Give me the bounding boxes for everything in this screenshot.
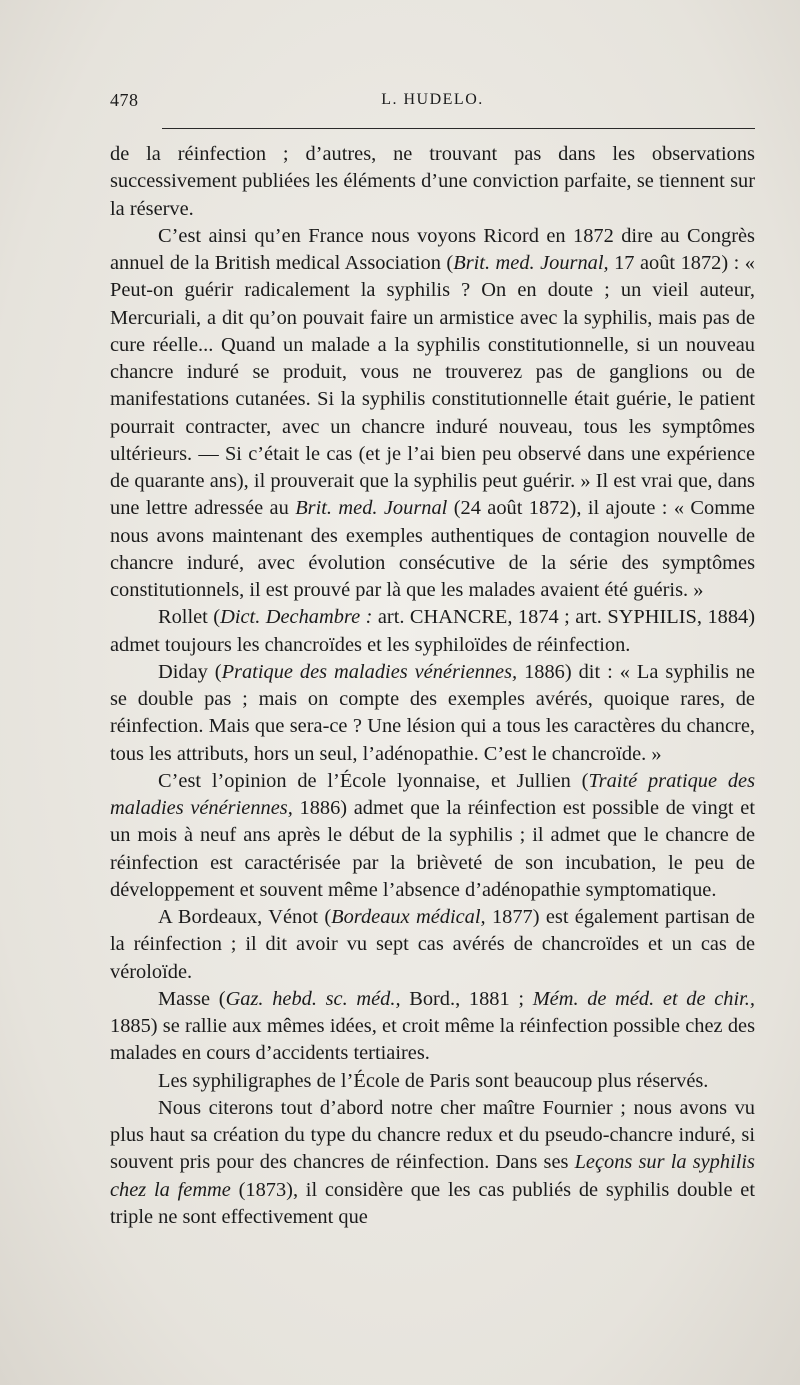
text-run: 1886) dit : « La syphilis ne se double pas ; mais on compte des exemples avérés, quoique rares, de réinfection. Mais que sera-ce ? Une lésion qui a tous les caractères du chancre, tous les attributs, hors un seul, l’adénopathie. C’est le chancroïde. » [110, 660, 755, 765]
running-head: L. HUDELO. [381, 91, 484, 108]
page-number: 478 [110, 90, 139, 110]
text-run: (24 août 1872), il ajoute : « Comme nous avons maintenant des exemples authentiques de contagion nouvelle de chancre induré, avec évolution consécutive de la série des symptômes constitutionnels, il est prouvé par là que les malades avaient été guéris. » [110, 497, 755, 601]
text-run: C’est l’opinion de l’École lyonnaise, et Jullien ( [158, 769, 589, 792]
text-run: (1873), il considère que les cas publiés de syphilis double et triple ne sont effectivement que [110, 1178, 755, 1228]
text-run: Les syphiligraphes de l’École de Paris sont beaucoup plus réservés. [158, 1069, 709, 1092]
paragraph-p1 [110, 141, 755, 223]
italic-citation: Traité pratique des maladies vénériennes, [110, 769, 755, 819]
paragraph-p6 [110, 904, 755, 986]
italic-citation: Gaz. hebd. sc. méd., [225, 987, 401, 1010]
italic-citation: Dict. Dechambre : [220, 606, 373, 629]
paragraph-p5 [110, 768, 755, 904]
italic-citation: Brit. med. Journal, [453, 252, 609, 274]
italic-citation: Pratique des maladies vénériennes, [221, 660, 518, 683]
text-run: C’est ainsi qu’en France nous voyons Ricord en 1872 dire au Congrès annuel de la British medical Association ( [110, 224, 755, 274]
paragraph-p3 [110, 604, 755, 659]
text-run: A Bordeaux, Vénot ( [158, 906, 332, 928]
italic-citation: Brit. med. Journal [295, 497, 448, 520]
body-text [110, 141, 755, 1231]
text-run: de la réinfection ; d’autres, ne trouvant pas dans les observations successivement publiées les éléments d’une conviction parfaite, se tiennent sur la réserve. [110, 143, 755, 220]
paragraph-p8 [110, 1068, 755, 1095]
paragraph-p4 [110, 659, 755, 768]
text-run: 1885) se rallie aux mêmes idées, et croit même la réinfection possible chez des malades en cours d’accidents tertiaires. [110, 1015, 755, 1065]
text-run: 17 août 1872) : « Peut-on guérir radicalement la syphilis ? On en doute ; un vieil auteur, Mercuriali, a dit qu’on pouvait faire un armistice avec la syphilis, mais pas de cure réelle... Quand un malade a la syphilis constitutionnelle, si un nouveau chancre induré se produit, vous ne trouverez pas de ganglions ou de manifestations cutanées. Si la syphilis constitutionnelle était guérie, le patient pourrait contracter, avec un chancre induré nouveau, tous les symptômes ultérieurs. — Si c’était le cas (et je l’ai bien peu observé dans une expérience de quarante ans), il prouverait que la syphilis peut guérir. » Il est vrai que, dans une lettre adressée au [110, 252, 755, 520]
italic-citation: Leçons sur la syphilis chez la femme [110, 1151, 755, 1201]
text-run: art. CHANCRE, 1874 ; art. SYPHILIS, 1884) admet toujours les chancroïdes et les syphiloïdes de réinfection. [110, 606, 756, 656]
text-run: 1877) est également partisan de la réinfection ; il dit avoir vu sept cas avérés de chancroïdes et un cas de véroloïde. [110, 906, 755, 983]
italic-citation: Mém. de méd. et de chir., [532, 987, 755, 1010]
paragraph-p9 [110, 1095, 755, 1231]
paragraph-p7 [110, 986, 755, 1068]
paragraph-p2 [110, 223, 755, 605]
page-header [110, 88, 755, 112]
text-run: 1886) admet que la réinfection est possible de vingt et un mois à neuf ans après le début de la syphilis ; il admet que le chancre de réinfection est caractérisée par la brièveté de son incubation, le peu de développement et souvent même l’absence d’adénopathie symptomatique. [110, 797, 755, 901]
text-run: Diday ( [158, 660, 222, 683]
header-rule [162, 128, 755, 129]
text-run: Bord., 1881 ; [400, 987, 533, 1010]
text-run: Masse ( [158, 987, 226, 1010]
italic-citation: Bordeaux médical, [331, 906, 486, 928]
text-run: Rollet ( [158, 606, 221, 629]
text-run: Nous citerons tout d’abord notre cher maître Fournier ; nous avons vu plus haut sa création du type du chancre redux et du pseudo-chancre induré, si souvent pris pour des chancres de réinfection. Dans ses [110, 1096, 755, 1174]
